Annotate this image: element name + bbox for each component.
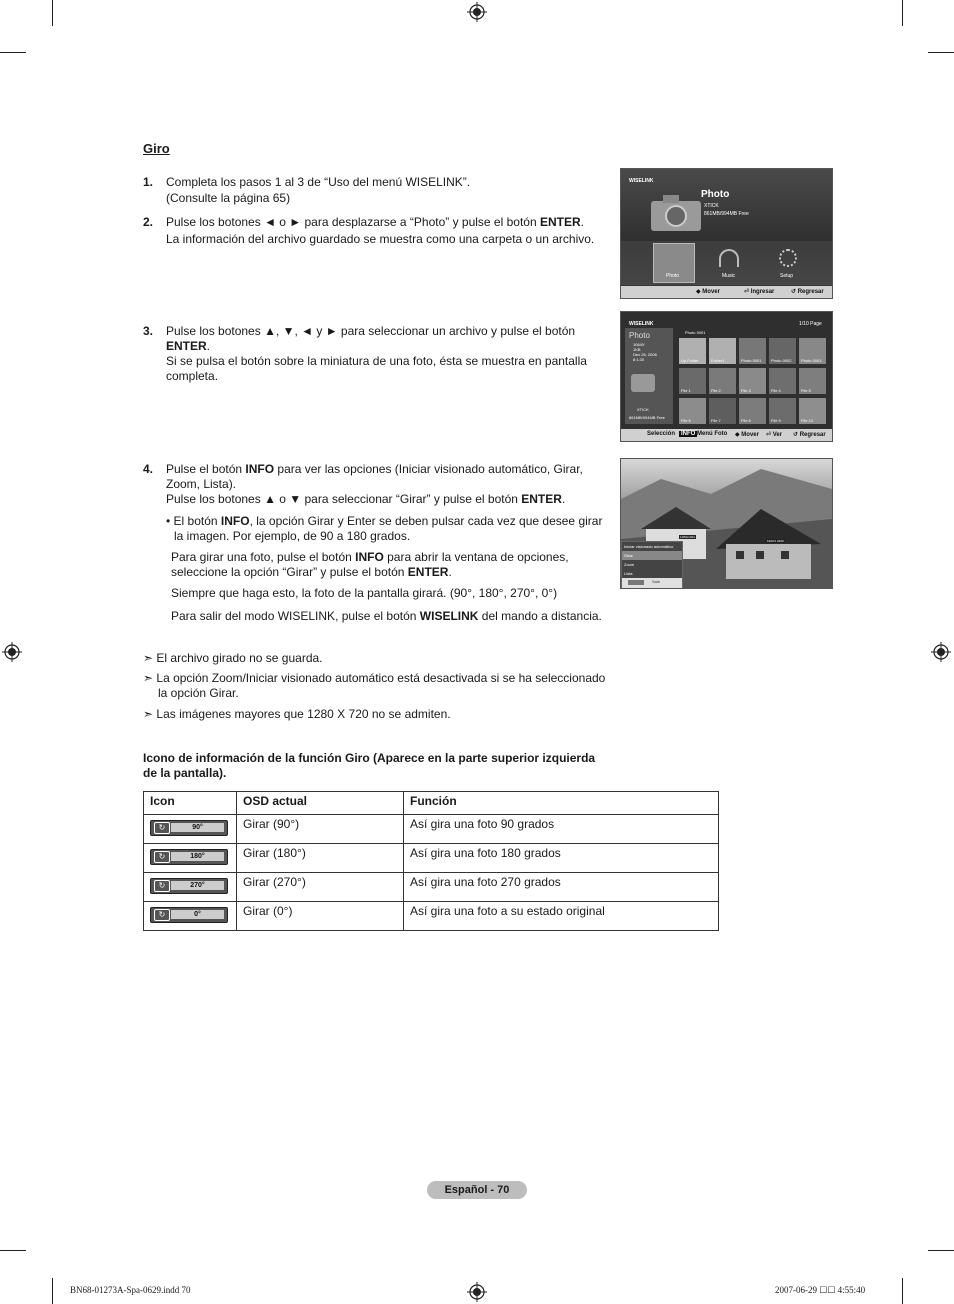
rotation-icons-table <box>143 791 719 931</box>
function-cell: Así gira una foto 90 grados <box>404 815 719 844</box>
crop-mark <box>928 1250 954 1251</box>
osd-cell: Girar (270°) <box>237 873 404 902</box>
screen-nav-bar <box>621 286 832 298</box>
thumbnail-label: File 6 <box>681 418 691 423</box>
rotate-osd-icon <box>150 849 228 865</box>
text-run: del mando a distancia. <box>478 609 602 623</box>
screenshot-photo-browser <box>620 311 833 442</box>
note-item <box>143 651 613 666</box>
thumbnail-label: File 9 <box>771 418 781 423</box>
header-function: Función <box>404 792 719 815</box>
text-run-bold: ENTER <box>539 215 581 229</box>
option-item[interactable]: Zoom <box>622 560 682 569</box>
step-number: 1. <box>143 175 154 189</box>
step-line: Si se pulsa el botón sobre la miniatura de una foto, ésta se muestra en pantalla <box>166 354 587 368</box>
caption-line: de la pantalla). <box>143 766 227 780</box>
thumbnail-label: File 3 <box>741 388 751 393</box>
registration-mark-icon <box>2 642 22 662</box>
header-osd: OSD actual <box>237 792 404 815</box>
function-cell: Así gira una foto 270 grados <box>404 873 719 902</box>
thumbnail-label: File 2 <box>711 388 721 393</box>
gear-icon <box>779 249 797 267</box>
bullet-line: la imagen. Por ejemplo, de 90 a 180 grados. <box>174 529 411 543</box>
info-line: 1KB <box>633 347 641 352</box>
thumbnail-label: Photo 0003 <box>801 358 822 363</box>
table-row <box>144 873 719 902</box>
step-line: Zoom, Lista). <box>166 477 237 491</box>
thumbnail-label: File 8 <box>741 418 751 423</box>
screenshot-wiselink-menu <box>620 168 833 299</box>
page-number: Español - 70 <box>427 1181 527 1199</box>
camera-icon <box>631 374 655 392</box>
text-run-bold: INFO <box>245 462 275 476</box>
paragraph-rotate <box>171 550 611 580</box>
print-slug-date: 2007-06-29 ☐☐ 4:55:40 <box>775 1285 866 1295</box>
info-line: 1064X <box>633 342 645 347</box>
thumbnail-label: Photo 0002 <box>771 358 792 363</box>
info-line: 8:1:30 <box>633 357 645 362</box>
screen-title: Photo <box>701 189 730 200</box>
nav-select: Selección <box>647 431 676 437</box>
text-run: , la opción Girar y Enter se deben pulsar cada vez que desee girar <box>249 514 603 528</box>
text-run: . <box>448 565 452 579</box>
icon-cell <box>144 844 237 873</box>
info-line: Dec 26, 2006 <box>633 352 657 357</box>
step-line: completa. <box>166 369 219 383</box>
menu-item-label: Music <box>722 273 736 279</box>
crop-mark <box>928 52 954 53</box>
note-arrow-icon: ➣ <box>143 707 154 721</box>
rotate-degree: 180° <box>171 852 224 861</box>
osd-cell: Girar (180°) <box>237 844 404 873</box>
exit-button-icon <box>628 580 644 585</box>
text-run: • El botón <box>166 514 221 528</box>
text-run-bold: WISELINK <box>419 609 479 623</box>
paragraph-angles: Siempre que haga esto, la foto de la pantalla girará. (90°, 180°, 270°, 0°) <box>171 586 558 600</box>
rotate-degree: 90° <box>171 823 224 832</box>
function-cell: Así gira una foto 180 grados <box>404 844 719 873</box>
rotate-icon: ↻ <box>154 880 170 892</box>
options-menu <box>621 541 683 589</box>
step-number: 4. <box>143 462 154 476</box>
text-run: Pulse los botones ▲ o ▼ para seleccionar “Girar” y pulse el botón <box>166 492 522 506</box>
step-2-text <box>166 215 606 247</box>
option-exit[interactable]: Salir <box>652 579 661 584</box>
screen-nav-bar <box>621 429 832 441</box>
note-text: La opción Zoom/Iniciar visionado automático está desactivada si se ha seleccionado <box>156 671 606 685</box>
nav-enter: ⏎ Ingresar <box>744 289 775 295</box>
icon-cell <box>144 815 237 844</box>
text-run-bold: ENTER <box>407 565 449 579</box>
nav-move: ◆ Mover <box>696 289 720 295</box>
note-item <box>143 707 613 722</box>
crop-mark <box>0 52 26 53</box>
free-space: 861MB/994MB Free <box>704 211 749 217</box>
text-run: . <box>580 215 584 229</box>
rotate-osd-icon <box>150 907 228 923</box>
device-name: XTICK <box>704 203 719 209</box>
text-run: Pulse los botones ◄ o ► para desplazarse a “Photo” y pulse el botón <box>166 215 540 229</box>
registration-mark-icon <box>467 1282 487 1302</box>
icon-cell <box>144 902 237 931</box>
crop-mark <box>52 0 53 26</box>
osd-cell: Girar (90°) <box>237 815 404 844</box>
thumbnail-label: File 5 <box>801 388 811 393</box>
nav-return: ↺ Regresar <box>793 432 826 438</box>
step-line: Completa los pasos 1 al 3 de “Uso del menú WISELINK”. <box>166 175 471 189</box>
rotate-degree: 0° <box>171 910 224 919</box>
thumbnail-label: Photo 0001 <box>741 358 762 363</box>
text-run: . <box>206 339 211 353</box>
free-space: 861MB/994MB Free <box>629 415 665 420</box>
caption-line: Icono de información de la función Giro (Aparece en la parte superior izquierda <box>143 751 596 765</box>
nav-info: INFO <box>681 431 696 437</box>
panel-title: Photo <box>629 331 650 340</box>
step-number: 3. <box>143 324 154 338</box>
note-text: El archivo girado no se guarda. <box>156 651 323 665</box>
rotate-icon: ↻ <box>154 822 170 834</box>
note-arrow-icon: ➣ <box>143 671 154 685</box>
camera-icon <box>649 191 705 235</box>
rotate-icon: ↻ <box>154 851 170 863</box>
folder-name: Photo 0001 <box>685 330 706 335</box>
thumbnail-label: Up Folder <box>681 358 699 363</box>
thumbnail-label: File 4 <box>771 388 781 393</box>
para-line <box>171 550 611 565</box>
text-run: Pulse el botón <box>166 462 246 476</box>
rotate-osd-icon <box>150 878 228 894</box>
thumbnail-grid <box>679 338 827 424</box>
paragraph-exit <box>171 609 611 624</box>
text-run-bold: ENTER <box>521 492 562 506</box>
option-item-rotate[interactable]: Girar <box>622 551 682 560</box>
print-slug-file: BN68-01273A-Spa-0629.indd 70 <box>70 1285 191 1295</box>
step-line <box>166 492 611 507</box>
table-row <box>144 815 719 844</box>
step-line <box>166 215 606 230</box>
resolution-tag: 1280x1024 <box>680 535 695 539</box>
text-run-bold: INFO <box>355 550 384 564</box>
text-run: Para salir del modo WISELINK, pulse el botón <box>171 609 420 623</box>
menu-item-label: Photo <box>666 273 680 279</box>
osd-cell: Girar (0°) <box>237 902 404 931</box>
note-text: Las imágenes mayores que 1280 X 720 no se admiten. <box>156 707 451 721</box>
bullet-line <box>166 514 611 529</box>
wiselink-logo: WISELINK <box>629 178 654 184</box>
option-item[interactable]: Iniciar visionado automático <box>622 542 682 551</box>
crop-mark <box>902 0 903 26</box>
note-text: la opción Girar. <box>158 686 239 700</box>
resolution-tag: 1920 0 2400 <box>767 539 784 543</box>
rotate-osd-icon <box>150 820 228 836</box>
thumbnail-label: Folder1 <box>711 358 725 363</box>
thumbnail-label: File 7 <box>711 418 721 423</box>
text-run: para ver las opciones (Iniciar visionado automático, Girar, <box>274 462 583 476</box>
text-run: para abrir la ventana de opciones, <box>383 550 569 564</box>
icon-cell <box>144 873 237 902</box>
header-icon: Icon <box>144 792 237 815</box>
para-line <box>171 565 611 580</box>
text-run: . <box>561 492 566 506</box>
text-run: seleccione la opción “Girar” y pulse el botón <box>171 565 408 579</box>
nav-photo-menu: Menú Foto <box>697 431 728 437</box>
crop-mark <box>902 1278 903 1304</box>
menu-item-label: Setup <box>780 273 794 279</box>
rotate-icon: ↻ <box>154 909 170 921</box>
bullet-paragraph <box>166 514 611 544</box>
note-item <box>143 671 613 701</box>
table-row <box>144 844 719 873</box>
nav-move: ◆ Mover <box>735 432 759 438</box>
step-number: 2. <box>143 215 154 229</box>
text-run: Para girar una foto, pulse el botón <box>171 550 356 564</box>
step-1-text <box>166 175 606 206</box>
step-4-text <box>166 462 611 507</box>
headphones-icon <box>719 249 739 267</box>
table-header-row <box>144 792 719 815</box>
option-item[interactable]: Lista <box>622 569 682 578</box>
screenshot-photo-options <box>620 458 833 589</box>
step-line: (Consulte la página 65) <box>166 191 291 205</box>
step-line <box>166 339 606 354</box>
table-row <box>144 902 719 931</box>
section-title: Giro <box>143 141 170 156</box>
page-indicator: 1/10 Page <box>799 321 822 327</box>
step-line <box>166 462 611 477</box>
function-cell: Así gira una foto a su estado original <box>404 902 719 931</box>
registration-mark-icon <box>931 642 951 662</box>
note-arrow-icon: ➣ <box>143 651 154 665</box>
text-run-bold: INFO <box>220 514 250 528</box>
nav-view: ⏎ Ver <box>766 432 783 438</box>
device-name: XTICK <box>637 407 649 412</box>
wiselink-logo: WISELINK <box>629 321 654 327</box>
rotate-degree: 270° <box>171 881 224 890</box>
step-line: La información del archivo guardado se muestra como una carpeta o un archivo. <box>166 232 595 246</box>
nav-return: ↺ Regresar <box>791 289 824 295</box>
thumbnail-label: File 10 <box>801 418 814 423</box>
step-3-text <box>166 324 606 384</box>
registration-mark-icon <box>467 2 487 22</box>
step-line: Pulse los botones ▲, ▼, ◄ y ► para seleccionar un archivo y pulse el botón <box>166 324 576 338</box>
crop-mark <box>0 1250 26 1251</box>
table-caption <box>143 751 623 781</box>
crop-mark <box>52 1278 53 1304</box>
text-run-bold: ENTER <box>166 339 207 353</box>
thumbnail-label: File 1 <box>681 388 691 393</box>
